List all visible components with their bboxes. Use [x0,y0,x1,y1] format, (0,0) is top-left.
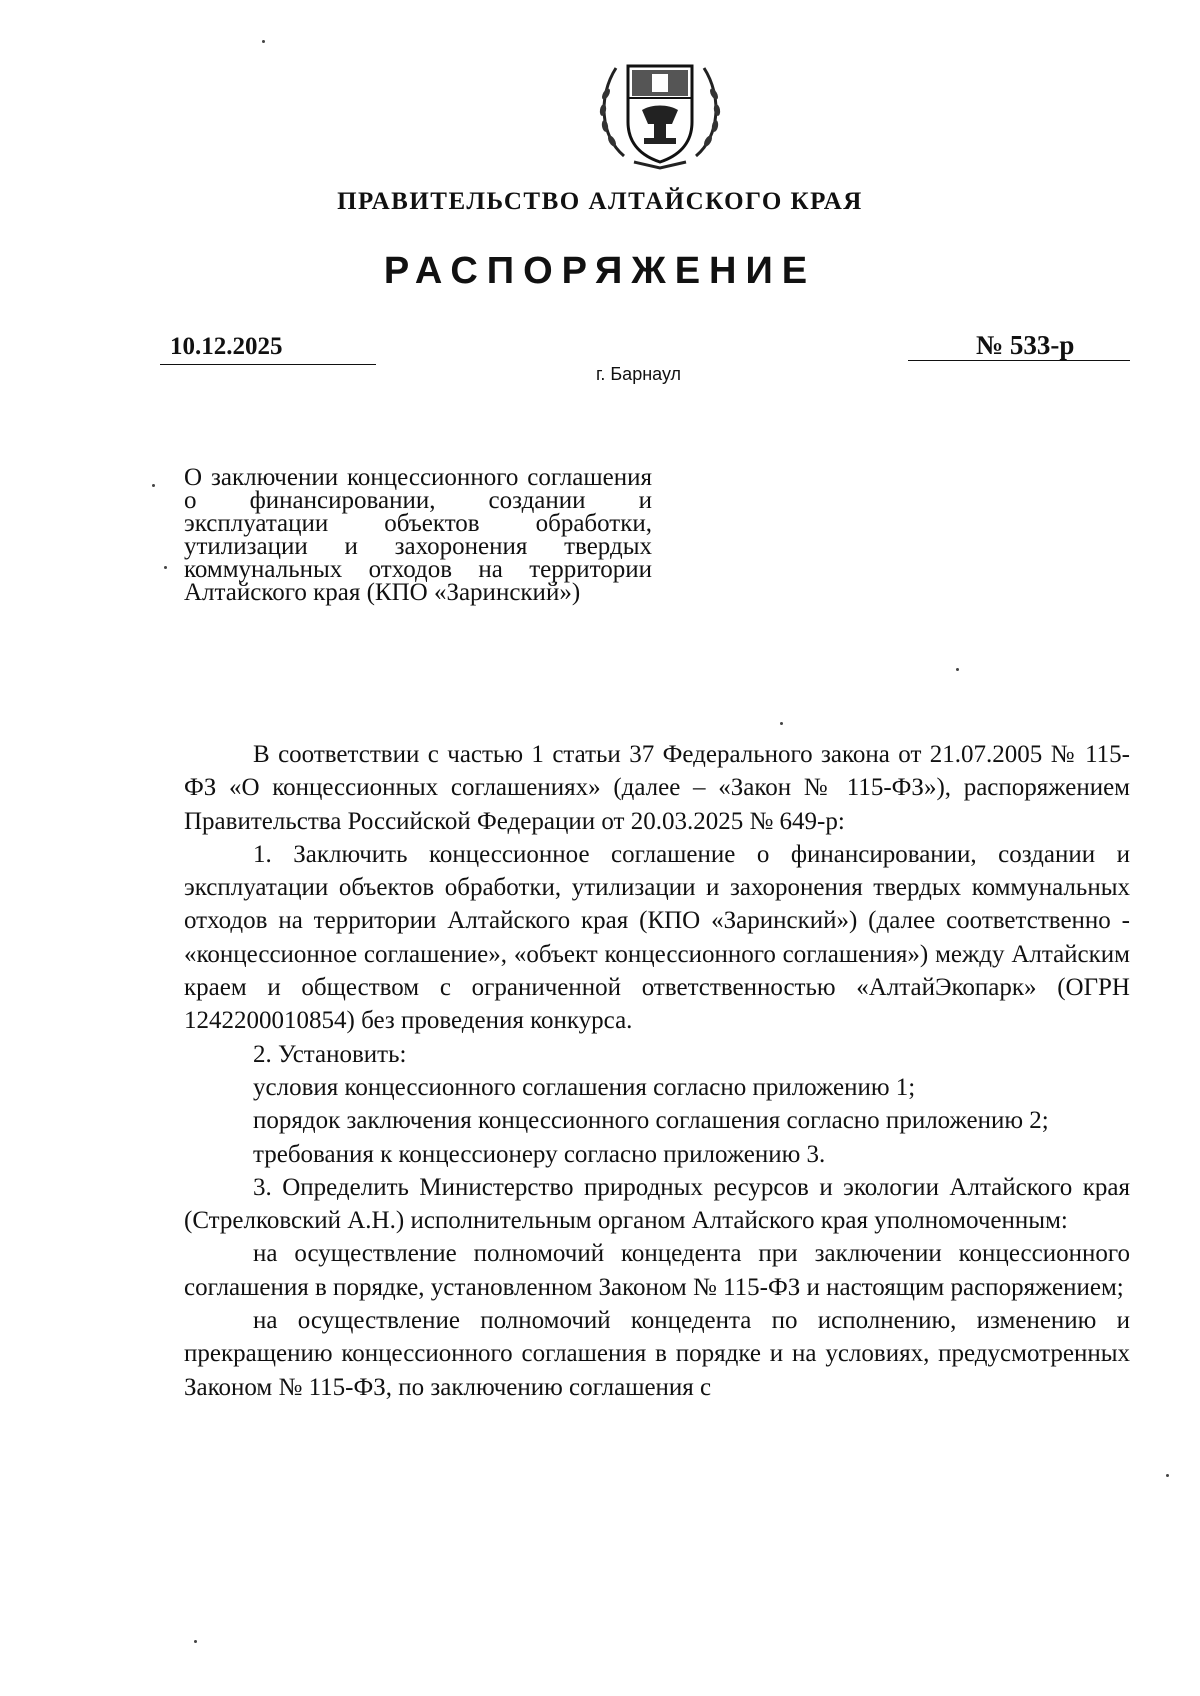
item-1-paragraph: 1. Заключить концессионное соглашение о финансировании, создании и эксплуатации объектов обработки, утилизации и захоронения твердых коммунальных отходов на территории Алтайского края (КПО «Заринский») (далее соответственно - «концессионное соглашение», «объект концессионного соглашения») между Алтайским краем и обществом с ограниченной ответственностью «АлтайЭкопарк» (ОГРН 1242200010854) без проведения конкурса. [184,840,1130,1035]
scan-speck [956,668,959,671]
scan-speck [164,566,167,569]
item-2b-paragraph: порядок заключения концессионного соглашения согласно приложению 2; [253,1107,1049,1135]
document-subject: О заключении концессионного соглашения о финансировании, создании и эксплуатации объектов обработки, утилизации и захоронения твердых коммунальных отходов на территории Алтайского края (КПО «Заринский») [184,464,652,606]
item-2-paragraph: 2. Установить: [253,1040,407,1068]
document-number: № 533-р [976,330,1075,360]
scan-speck [194,1640,197,1643]
scan-speck [780,722,783,725]
date-underline [160,364,376,365]
number-underline [908,360,1130,361]
item-2c-paragraph: требования к концессионеру согласно приложению 3. [253,1140,826,1168]
item-3-paragraph: 3. Определить Министерство природных ресурсов и экологии Алтайского края (Стрелковский А.Н.) исполнительным органом Алтайского края уполномоченным: [184,1173,1130,1235]
item-3b-paragraph: на осуществление полномочий концедента по исполнению, изменению и прекращению концессионного соглашения в порядке и на условиях, предусмотренных Законом № 115-ФЗ, по заключению соглашения с [184,1307,1130,1401]
document-city: г. Барнаул [596,364,682,384]
document-date: 10.12.2025 [170,333,283,360]
document-body [184,738,1130,1404]
scan-speck [1166,1474,1169,1477]
government-name: ПРАВИТЕЛЬСТВО АЛТАЙСКОГО КРАЯ [337,188,863,215]
item-2a-paragraph: условия концессионного соглашения согласно приложению 1; [253,1073,916,1101]
scan-speck [262,40,265,43]
coat-of-arms-emblem [594,44,726,172]
item-3a-paragraph: на осуществление полномочий концедента при заключении концессионного соглашения в порядке, установленном Законом № 115-ФЗ и настоящим распоряжением; [184,1240,1130,1301]
preamble-paragraph: В соответствии с частью 1 статьи 37 Федерального закона от 21.07.2005 № 115-ФЗ «О концессионных соглашениях» (далее – «Закон № 115-ФЗ»), распоряжением Правительства Российской Федерации от 20.03.2025 № 649-р: [184,741,1130,835]
document-type-title: РАСПОРЯЖЕНИЕ [383,250,817,292]
scan-speck [152,484,155,487]
